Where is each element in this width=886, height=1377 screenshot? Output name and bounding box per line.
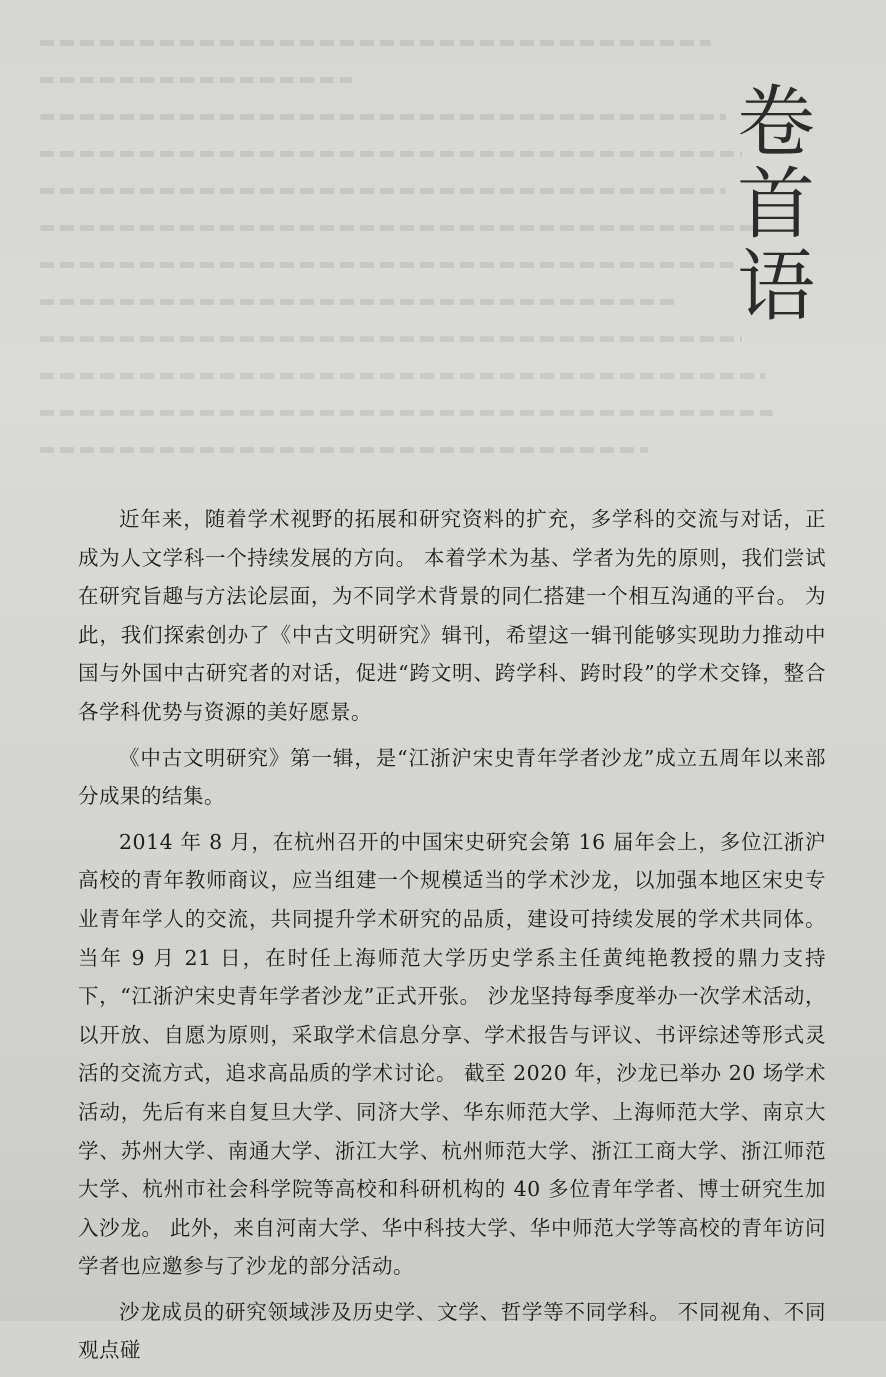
paragraph-4: 沙龙成员的研究领域涉及历史学、文学、哲学等不同学科。 不同视角、不同观点碰 [78, 1299, 826, 1363]
body-text [78, 500, 826, 1377]
paragraph-2: 《中古文明研究》第一辑，是“江浙沪宋史青年学者沙龙”成立五周年以来部分成果的结集。 [78, 745, 826, 809]
title-char-2: 首 [736, 160, 815, 250]
title-char-1: 卷 [736, 78, 815, 168]
title-char-3: 语 [736, 242, 815, 332]
bleed-through-text [40, 40, 820, 500]
paragraph-1: 近年来，随着学术视野的拓展和研究资料的扩充，多学科的交流与对话，正成为人文学科一个持续发展的方向。 本着学术为基、学者为先的原则，我们尝试在研究旨趣与方法论层面，为不同学术背景的同仁搭建一个相互沟通的平台。 为此，我们探索创办了《中古文明研究》辑刊，希望这一辑刊能够实现助力推动中国与外国中古研究者的对话，促进“跨文明、跨学科、跨时段”的学术交锋，整合各学科优势与资源的美好愿景。 [78, 507, 826, 724]
section-title [728, 78, 824, 332]
paragraph-3: 2014 年 8 月，在杭州召开的中国宋史研究会第 16 届年会上，多位江浙沪高校的青年教师商议，应当组建一个规模适当的学术沙龙，以加强本地区宋史专业青年学人的交流，共同提升学术研究的品质，建设可持续发展的学术共同体。 当年 9 月 21 日，在时任上海师范大学历史学系主任黄纯艳教授的鼎力支持下，“江浙沪宋史青年学者沙龙”正式开张。 沙龙坚持每季度举办一次学术活动，以开放、自愿为原则，采取学术信息分享、学术报告与评议、书评综述等形式灵活的交流方式，追求高品质的学术讨论。 截至 2020 年，沙龙已举办 20 场学术活动，先后有来自复旦大学、同济大学、华东师范大学、上海师范大学、南京大学、苏州大学、南通大学、浙江大学、杭州师范大学、浙江工商大学、浙江师范大学、杭州市社会科学院等高校和科研机构的 40 多位青年学者、博士研究生加入沙龙。 此外，来自河南大学、华中科技大学、华中师范大学等高校的青年访问学者也应邀参与了沙龙的部分活动。 [78, 829, 826, 1279]
